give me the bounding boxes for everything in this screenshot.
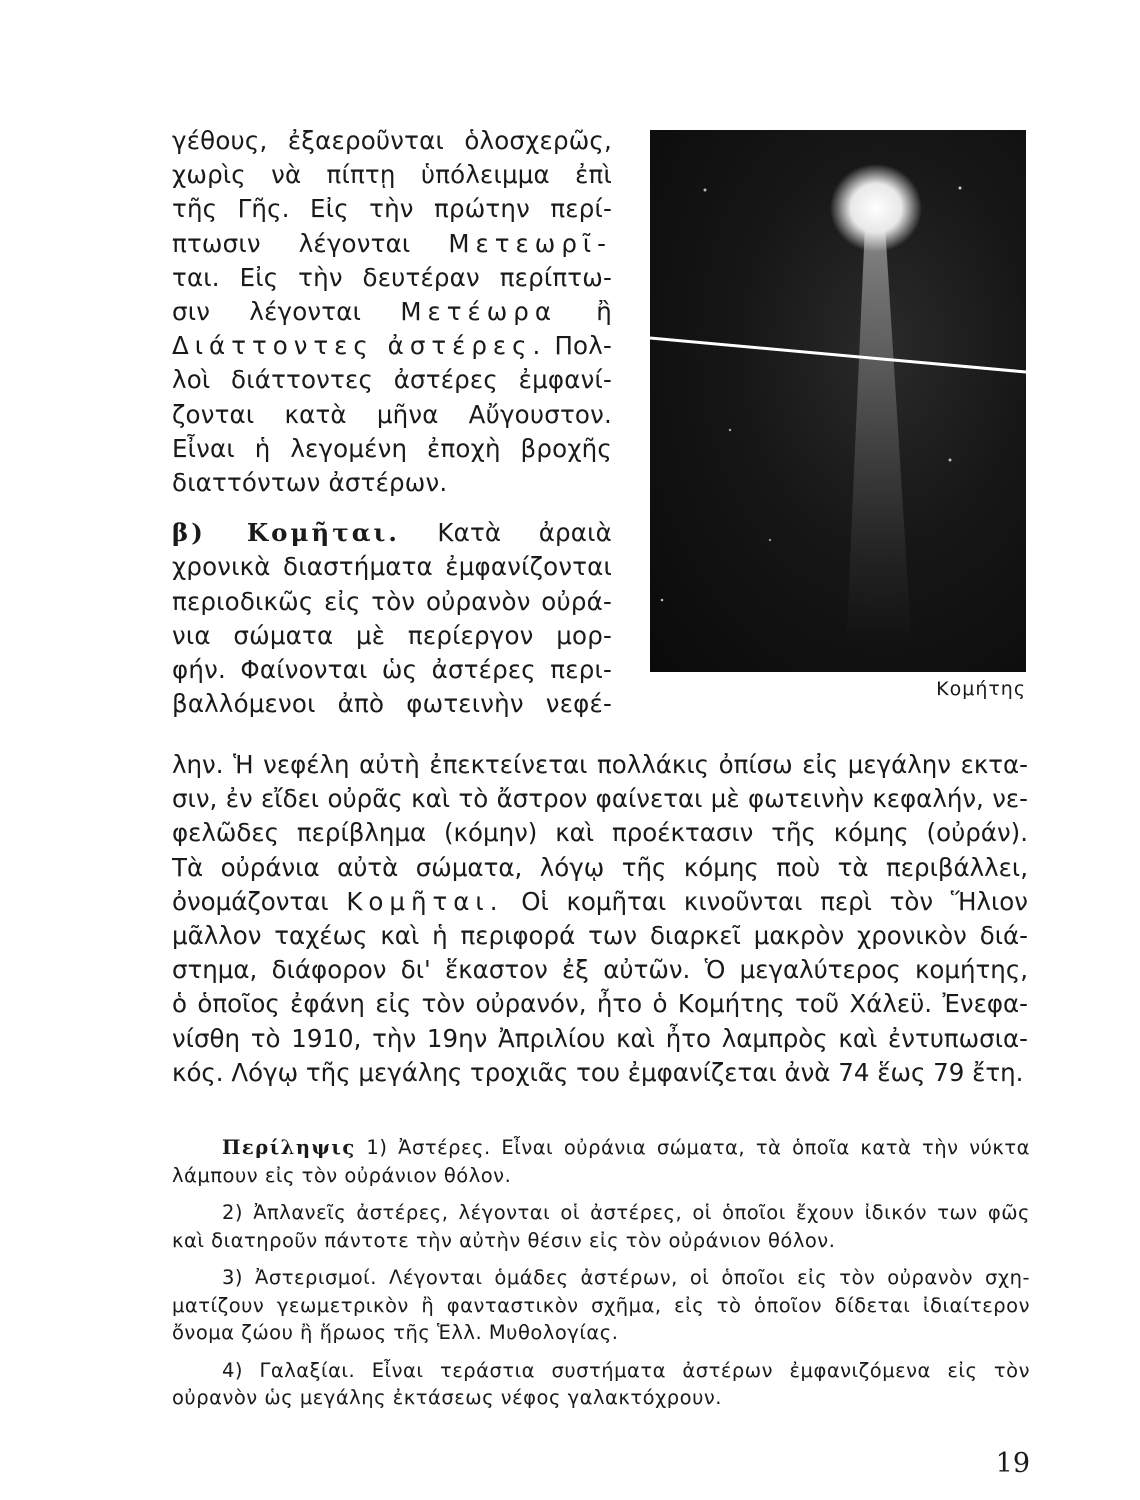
text-line: στημα, διάφορον δι' ἕκαστον ἐξ αὐτῶν. Ὁ μεγαλύτερος κομήτης, <box>172 955 1028 985</box>
text-line: χωρὶς νὰ πίπτῃ ὑπόλειμμα ἐπὶ <box>172 160 612 190</box>
comet-image-icon <box>650 130 1026 672</box>
text-line: κός. Λόγῳ τῆς μεγάλης τροχιᾶς του ἐμφανίζεται ἀνὰ 74 ἕως 79 ἔτη. <box>172 1057 1024 1087</box>
full-width-text <box>172 748 1028 1090</box>
summary-item-1 <box>172 1134 1030 1189</box>
text-line: σιν λέγονται Μετέωρα ἢ <box>172 297 612 327</box>
comet-photograph <box>650 130 1026 672</box>
text-line: Εἶναι ἡ λεγομένη ἐποχὴ βροχῆς <box>172 433 612 463</box>
text-line: Τὰ οὐράνια αὐτὰ σώματα, λόγῳ τῆς κόμης ποὺ τὰ περιβάλλει, <box>172 852 1028 882</box>
text-line: 4) Γαλαξίαι. Εἶναι τεράστια συστήματα ἀστέρων ἐμφανιζόμενα εἰς τὸν <box>222 1358 1030 1382</box>
text-line: γέθους, ἐξαεροῦνται ὁλοσχερῶς, <box>172 126 612 155</box>
summary-title: Περίληψις <box>222 1136 356 1159</box>
horizon-line <box>650 338 1026 372</box>
text-line: Περίληψις 1) Ἀστέρες. Εἶναι οὐράνια σώματα, τὰ ὁποῖα κατὰ τὴν νύκτα <box>222 1136 1030 1159</box>
photo-caption: Κομήτης <box>936 678 1026 700</box>
text-line: λοὶ διάττοντες ἀστέρες ἐμφανί- <box>172 365 612 395</box>
term-diattontes: Διάττοντες ἀστέρες. <box>172 331 547 361</box>
text-line: ζονται κατὰ μῆνα Αὔγουστον. <box>172 399 612 429</box>
text-line: 2) Ἀπλανεῖς ἀστέρες, λέγονται οἱ ἀστέρες, οἱ ὁποῖοι ἔχουν ἰδικόν των φῶς <box>222 1201 1030 1224</box>
text-line: ὀνομάζονται Κομῆται. Οἱ κομῆται κινοῦνται περὶ τὸν Ἥλιον <box>172 886 1028 916</box>
text-line: 3) Ἀστερισμοί. Λέγονται ὁμάδες ἀστέρων, οἱ ὁποῖοι εἰς τὸν οὐρανὸν σχη- <box>222 1266 1030 1289</box>
text-line: ὄνομα ζώου ἢ ἥρωος τῆς Ἑλλ. Μυθολογίας. <box>172 1321 619 1344</box>
summary-item-3 <box>172 1264 1030 1347</box>
text-line: καὶ διατηροῦν πάντοτε τὴν αὐτὴν θέσιν εἰς τὸν οὐράνιον θόλον. <box>172 1228 836 1252</box>
text-line: διαττόντων ἀστέρων. <box>172 468 448 498</box>
comet-head <box>830 164 922 252</box>
text-line: χρονικὰ διαστήματα ἐμφανίζονται <box>172 552 612 582</box>
section-heading-komitai: β) Κομῆται. <box>172 518 400 548</box>
text-line: μᾶλλον ταχέως καὶ ἡ περιφορά των διαρκεῖ μακρὸν χρονικὸν διά- <box>172 921 1028 951</box>
term-komitai: Κομῆται. <box>346 886 504 916</box>
komitai-heading-line: β) Κομῆται. Κατὰ ἀραιὰ <box>172 518 612 548</box>
summary-item-4 <box>172 1357 1030 1412</box>
text-line: νίσθη τὸ 1910, τὴν 19ην Ἀπριλίου καὶ ἦτο λαμπρὸς καὶ ἐντυπωσια- <box>172 1023 1028 1053</box>
page-number: 19 <box>995 1448 1030 1479</box>
text-line: περιοδικῶς εἰς τὸν οὐρανὸν οὐρά- <box>172 586 612 616</box>
text-line: ματίζουν γεωμετρικὸν ἢ φανταστικὸν σχῆμα, εἰς τὸ ὁποῖον δίδεται ἰδιαίτερον <box>172 1293 1030 1317</box>
text-line: ὁ ὁποῖος ἐφάνη εἰς τὸν οὐρανόν, ἦτο ὁ Κομήτης τοῦ Χάλεϋ. Ἐνεφα- <box>172 989 1028 1019</box>
text-line: βαλλόμενοι ἀπὸ φωτεινὴν νεφέ- <box>172 689 612 719</box>
text-line: σιν, ἐν εἴδει οὐρᾶς καὶ τὸ ἄστρον φαίνεται μὲ φωτεινὴν κεφαλήν, νε- <box>172 784 1028 814</box>
comet-tail <box>846 225 912 650</box>
text-line: λην. Ἡ νεφέλη αὐτὴ ἐπεκτείνεται πολλάκις ὀπίσω εἰς μεγάλην εκτα- <box>172 750 1028 779</box>
term-meteora: Μετέωρα <box>400 297 557 327</box>
text-line: φήν. Φαίνονται ὡς ἀστέρες περι- <box>172 655 612 685</box>
text-line: οὐρανὸν ὡς μεγάλης ἐκτάσεως νέφος γαλακτόχρουν. <box>172 1386 722 1409</box>
text-line: Διάττοντες ἀστέρες. Πολ- <box>172 331 612 361</box>
text-line: φελῶδες περίβλημα (κόμην) καὶ προέκτασιν τῆς κόμης (οὐράν). <box>172 818 1028 848</box>
term-meteoritai: Μετεωρῖ- <box>448 228 612 258</box>
summary-item-2 <box>172 1199 1030 1254</box>
text-line: πτωσιν λέγονται Μετεωρῖ- <box>172 228 612 258</box>
text-line: τῆς Γῆς. Εἰς τὴν πρώτην περί- <box>172 194 612 224</box>
text-line: νια σώματα μὲ περίεργον μορ- <box>172 620 612 650</box>
text-line: ται. Εἰς τὴν δευτέραν περίπτω- <box>172 262 612 292</box>
text-line: λάμπουν εἰς τὸν οὐράνιον θόλον. <box>172 1163 512 1187</box>
summary-section <box>172 1134 1030 1422</box>
left-column-text <box>172 124 612 721</box>
